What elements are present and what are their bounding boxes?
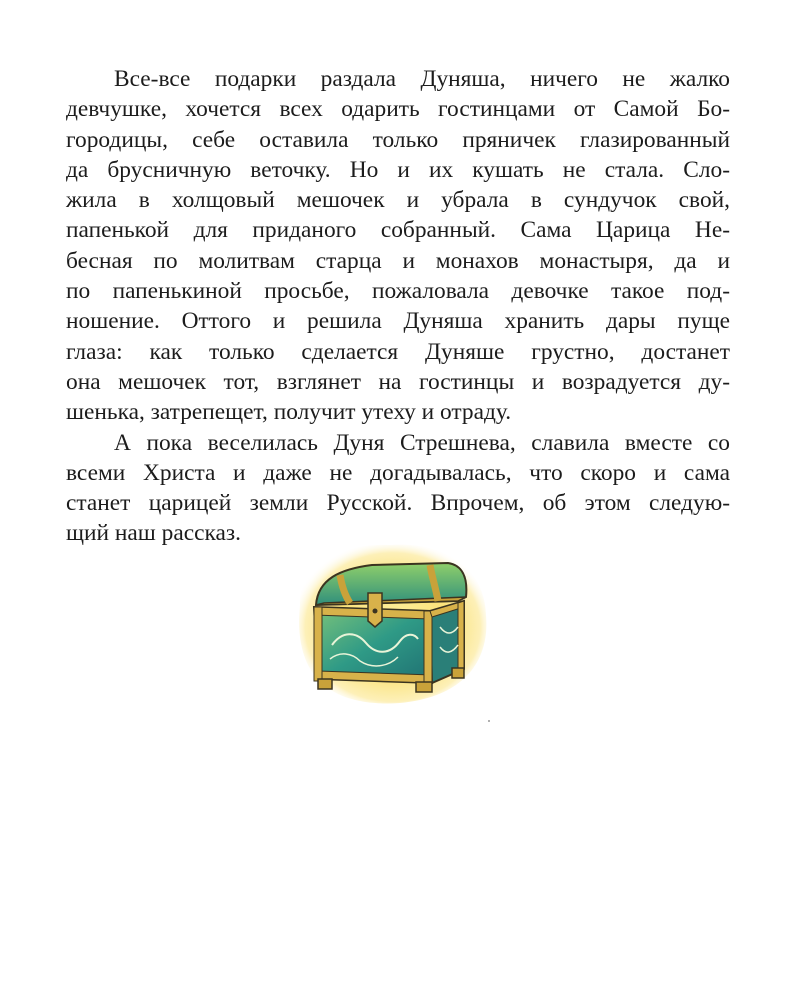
text-line: всеми Христа и даже не догадывалась, что скоро и сама	[66, 459, 730, 486]
text-line: ношение. Оттого и решила Дуняша хранить дары пуще	[66, 308, 730, 335]
print-speck	[488, 720, 490, 722]
treasure-chest-icon	[280, 535, 500, 710]
text-line: да брусничную веточку. Но и их кушать не стала. Сло-	[66, 156, 730, 183]
text-line: жила в холщовый мешочек и убрала в сундучок свой,	[66, 187, 730, 214]
text-line: щий наш рассказ.	[66, 520, 241, 547]
text-line: станет царицей земли Русской. Впрочем, об этом следую-	[66, 490, 730, 517]
text-line: папенькой для приданого собранный. Сама Царица Не-	[66, 217, 730, 244]
text-line: городицы, себе оставила только пряничек глазированный	[66, 126, 730, 153]
text-line: А пока веселилась Дуня Стрешнева, славила вместе со	[114, 429, 730, 456]
text-line: по папенькиной просьбе, пожаловала девочке такое под-	[66, 278, 730, 305]
text-line: она мешочек тот, взглянет на гостинцы и возрадуется ду-	[66, 368, 730, 395]
text-line: глаза: как только сделается Дуняше грустно, достанет	[66, 338, 730, 365]
treasure-chest-illustration	[280, 535, 500, 710]
text-line: Все-все подарки раздала Дуняша, ничего не жалко	[114, 66, 730, 92]
story-text	[66, 64, 730, 549]
text-line: шенька, затрепещет, получит утеху и отраду.	[66, 399, 512, 426]
text-line: девчушке, хочется всех одарить гостинцами от Самой Бо-	[66, 96, 730, 123]
text-line: бесная по молитвам старца и монахов монастыря, да и	[66, 247, 730, 274]
paragraph-2	[66, 428, 730, 549]
paragraph-1	[66, 64, 730, 428]
